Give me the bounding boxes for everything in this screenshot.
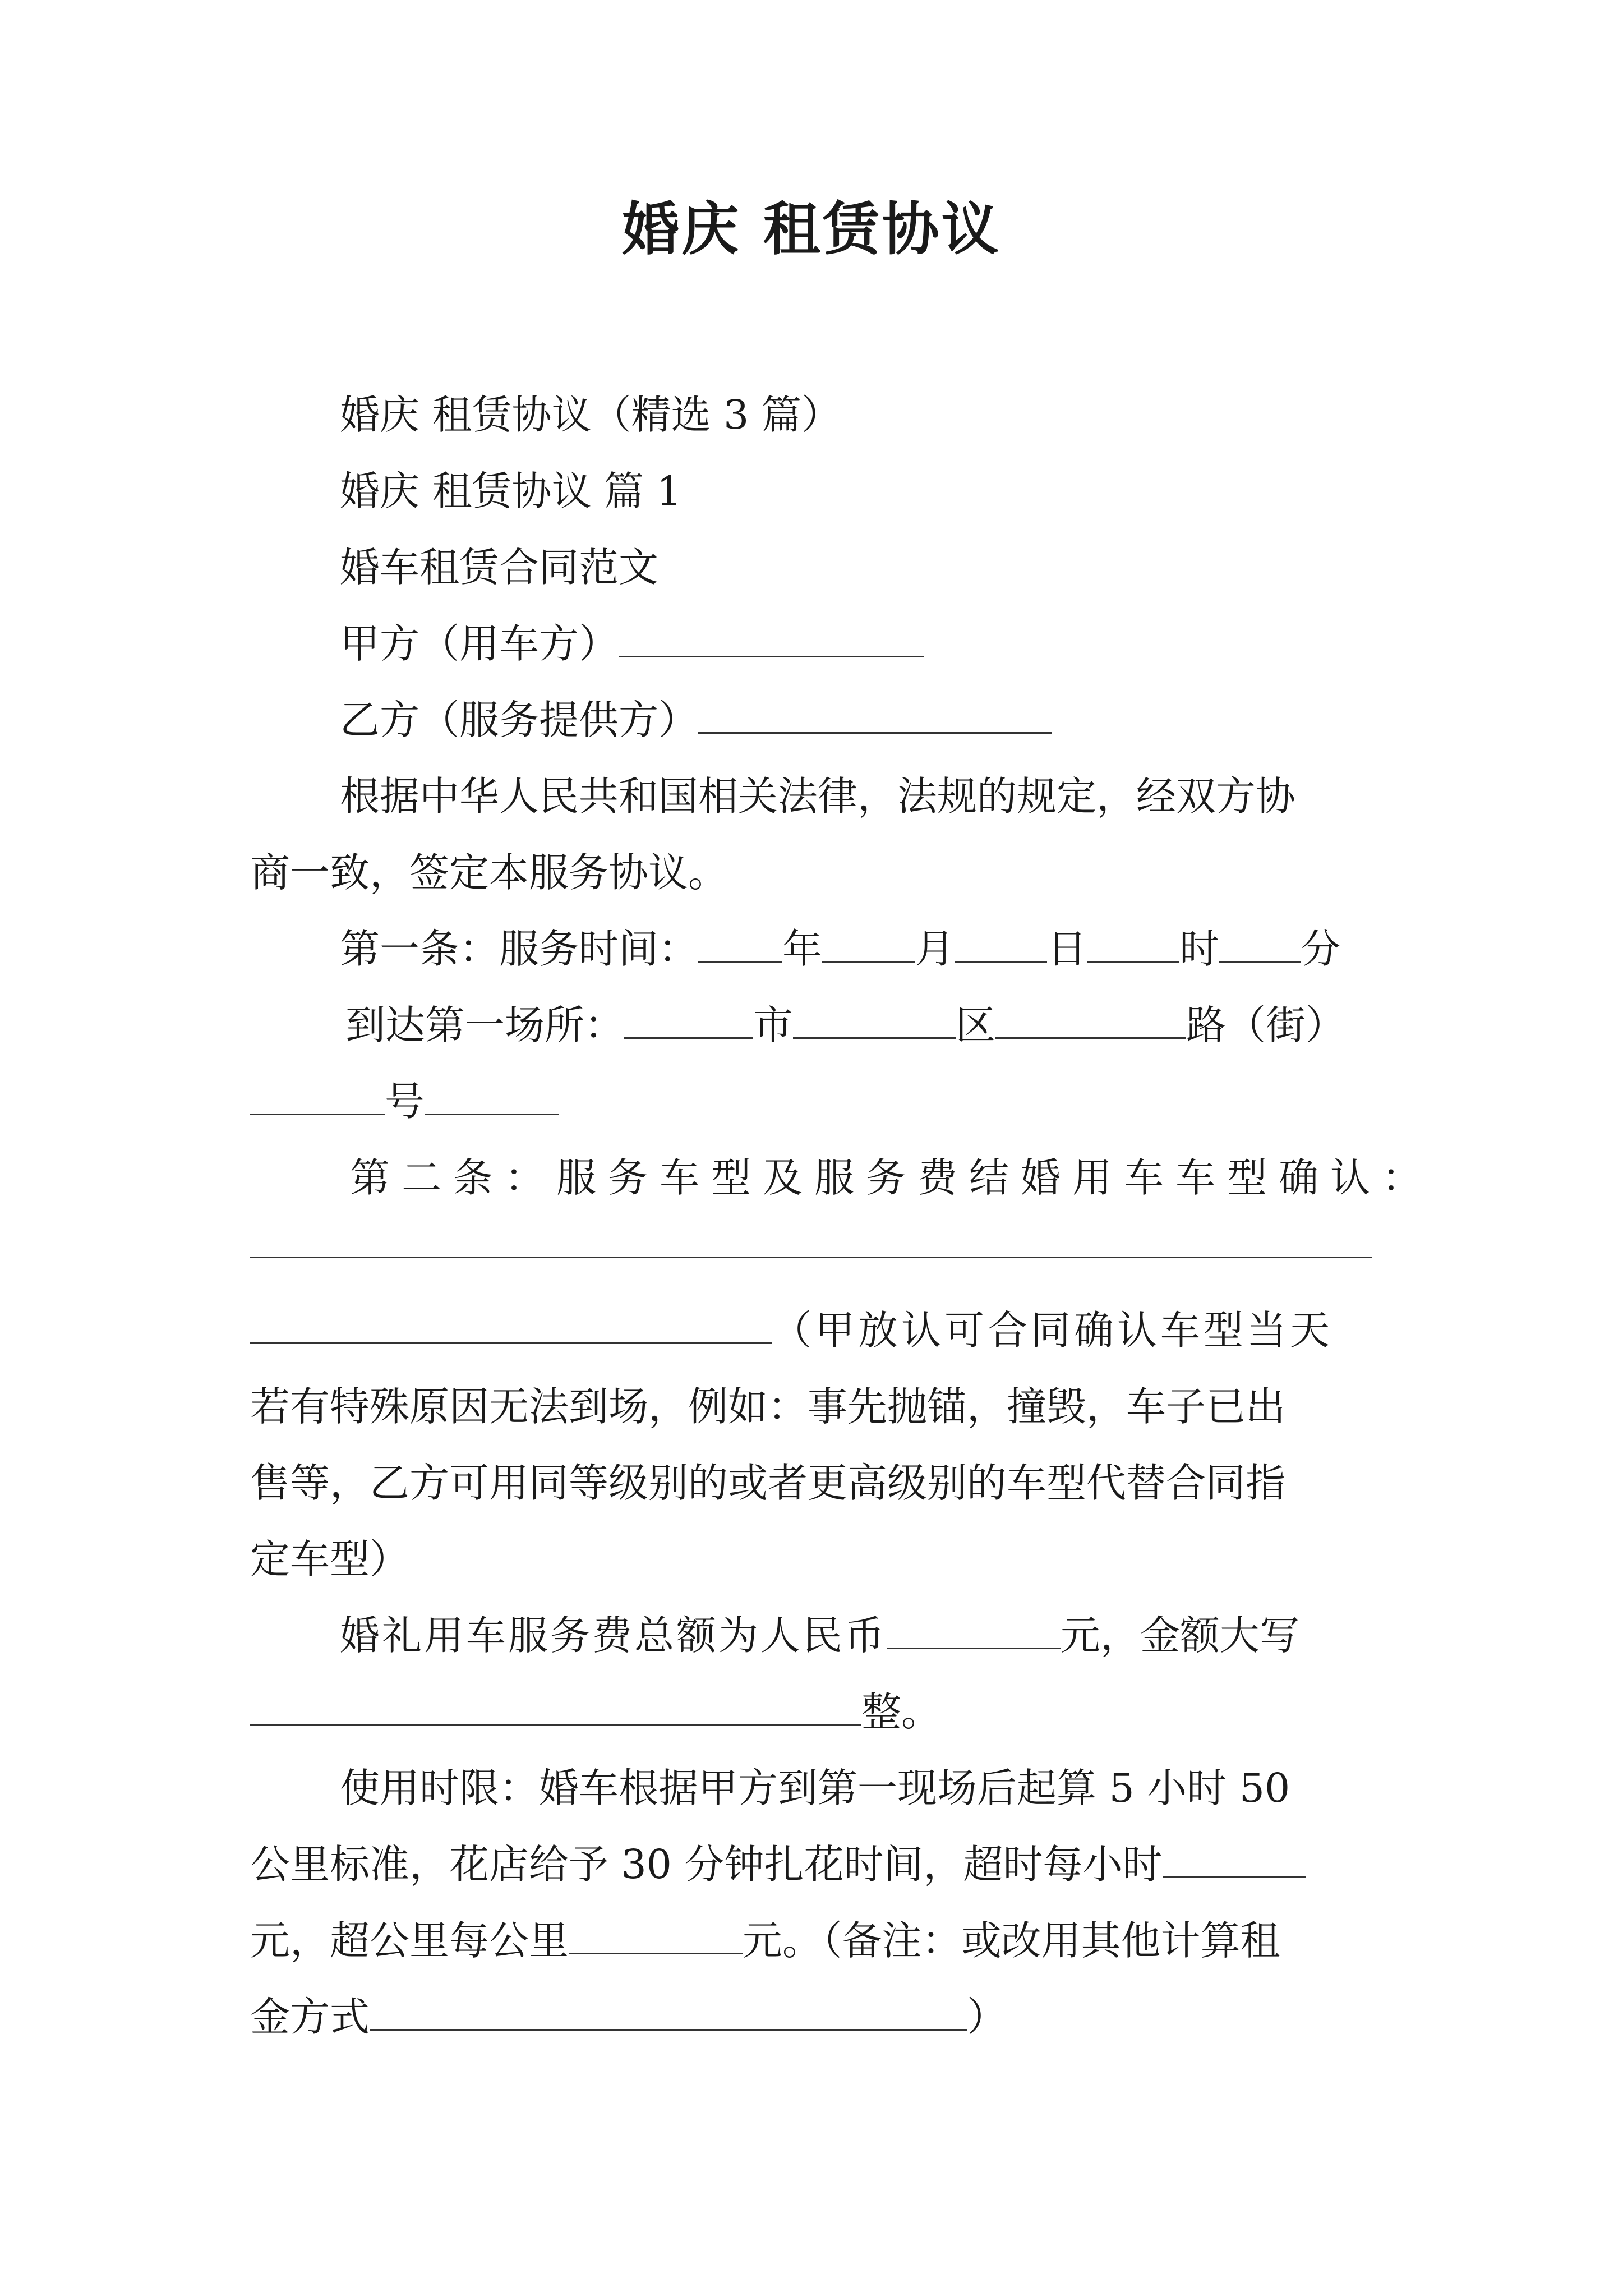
city-label: 市 [753,1002,794,1048]
rent-method-blank [370,1990,967,2031]
first-venue-label: 到达第一场所： [345,1002,625,1048]
day-label: 日 [1047,926,1087,972]
vehicle-type-note: （甲放认可合同确认车型当天 [772,1307,1334,1354]
over-km-label: 元，超公里每公里 [250,1917,569,1964]
article-2-heading: 第二条：服务车型及服务费结婚用车车型确认： [350,1154,1434,1201]
party-b-blank [698,693,1052,734]
party-b-label: 乙方（服务提供方） [340,697,699,743]
number-label: 号 [385,1078,425,1125]
rent-method-close: ） [967,1994,1007,2040]
building-blank [250,1074,385,1115]
hour-label: 时 [1179,926,1220,972]
fee-amount-blank [887,1608,1061,1649]
district-label: 区 [956,1002,996,1048]
over-km-fee-blank [569,1913,743,1954]
substitution-line-1: 若有特殊原因无法到场，例如：事先抛锚，撞毁，车子已出 [250,1383,1286,1430]
preamble-line-1: 根据中华人民共和国相关法律，法规的规定，经双方协 [340,773,1296,820]
document-title: 婚庆 租赁协议 [622,196,1001,263]
usage-limit-text: 公里标准，花店给予 30 分钟扎花时间，超时每小时 [250,1841,1163,1888]
vehicle-type-blank-line [250,1257,1372,1258]
rent-method-label: 金方式 [250,1994,370,2040]
address-number-line [250,1074,559,1130]
number-blank [425,1074,559,1115]
minute-label: 分 [1301,926,1341,972]
overtime-fee-blank [1163,1837,1306,1878]
article-1-time-line [340,921,1340,977]
preamble-line-2: 商一致，签定本服务协议。 [250,849,728,896]
hour-blank [1087,922,1179,963]
usage-limit-line-1: 使用时限：婚车根据甲方到第一现场后起算 5 小时 50 [340,1765,1290,1811]
road-label: 路（街） [1186,1002,1346,1048]
remark-text: 元。（备注：或改用其他计算租 [743,1917,1280,1964]
substitution-line-2: 售等，乙方可用同等级别的或者更高级别的车型代替合同指 [250,1460,1286,1506]
contract-name: 婚车租赁合同范文 [340,544,659,591]
city-blank [624,998,753,1039]
fee-uppercase-line [250,1684,941,1740]
year-label: 年 [782,926,823,972]
day-blank [955,922,1047,963]
service-fee-label: 婚礼用车服务费总额为人民币 [340,1612,887,1659]
substitution-line-3: 定车型） [250,1536,410,1582]
district-blank [793,998,956,1039]
month-blank [822,922,915,963]
month-label: 月 [915,926,955,972]
usage-limit-line-3 [250,1913,1280,1969]
vehicle-type-line [250,1303,1333,1359]
party-a-line [340,616,924,672]
article-1-label: 第一条：服务时间： [340,926,699,972]
fee-uppercase-label: 元，金额大写 [1061,1612,1300,1659]
fee-uppercase-blank [250,1685,861,1726]
section-heading-part1: 婚庆 租赁协议 篇 1 [340,468,682,514]
minute-blank [1219,922,1301,963]
usage-limit-line-4 [250,1989,1007,2045]
party-a-label: 甲方（用车方） [340,620,619,667]
first-venue-line [345,997,1345,1053]
road-blank [995,998,1186,1039]
usage-limit-line-2 [250,1837,1306,1893]
service-fee-line [340,1608,1299,1664]
party-b-line [340,692,1052,748]
year-blank [698,922,782,963]
party-a-blank [619,616,924,657]
vehicle-type-blank [250,1303,772,1344]
subtitle-selection: 婚庆 租赁协议（精选 3 篇） [340,392,841,438]
fee-end-label: 整。 [861,1688,942,1735]
